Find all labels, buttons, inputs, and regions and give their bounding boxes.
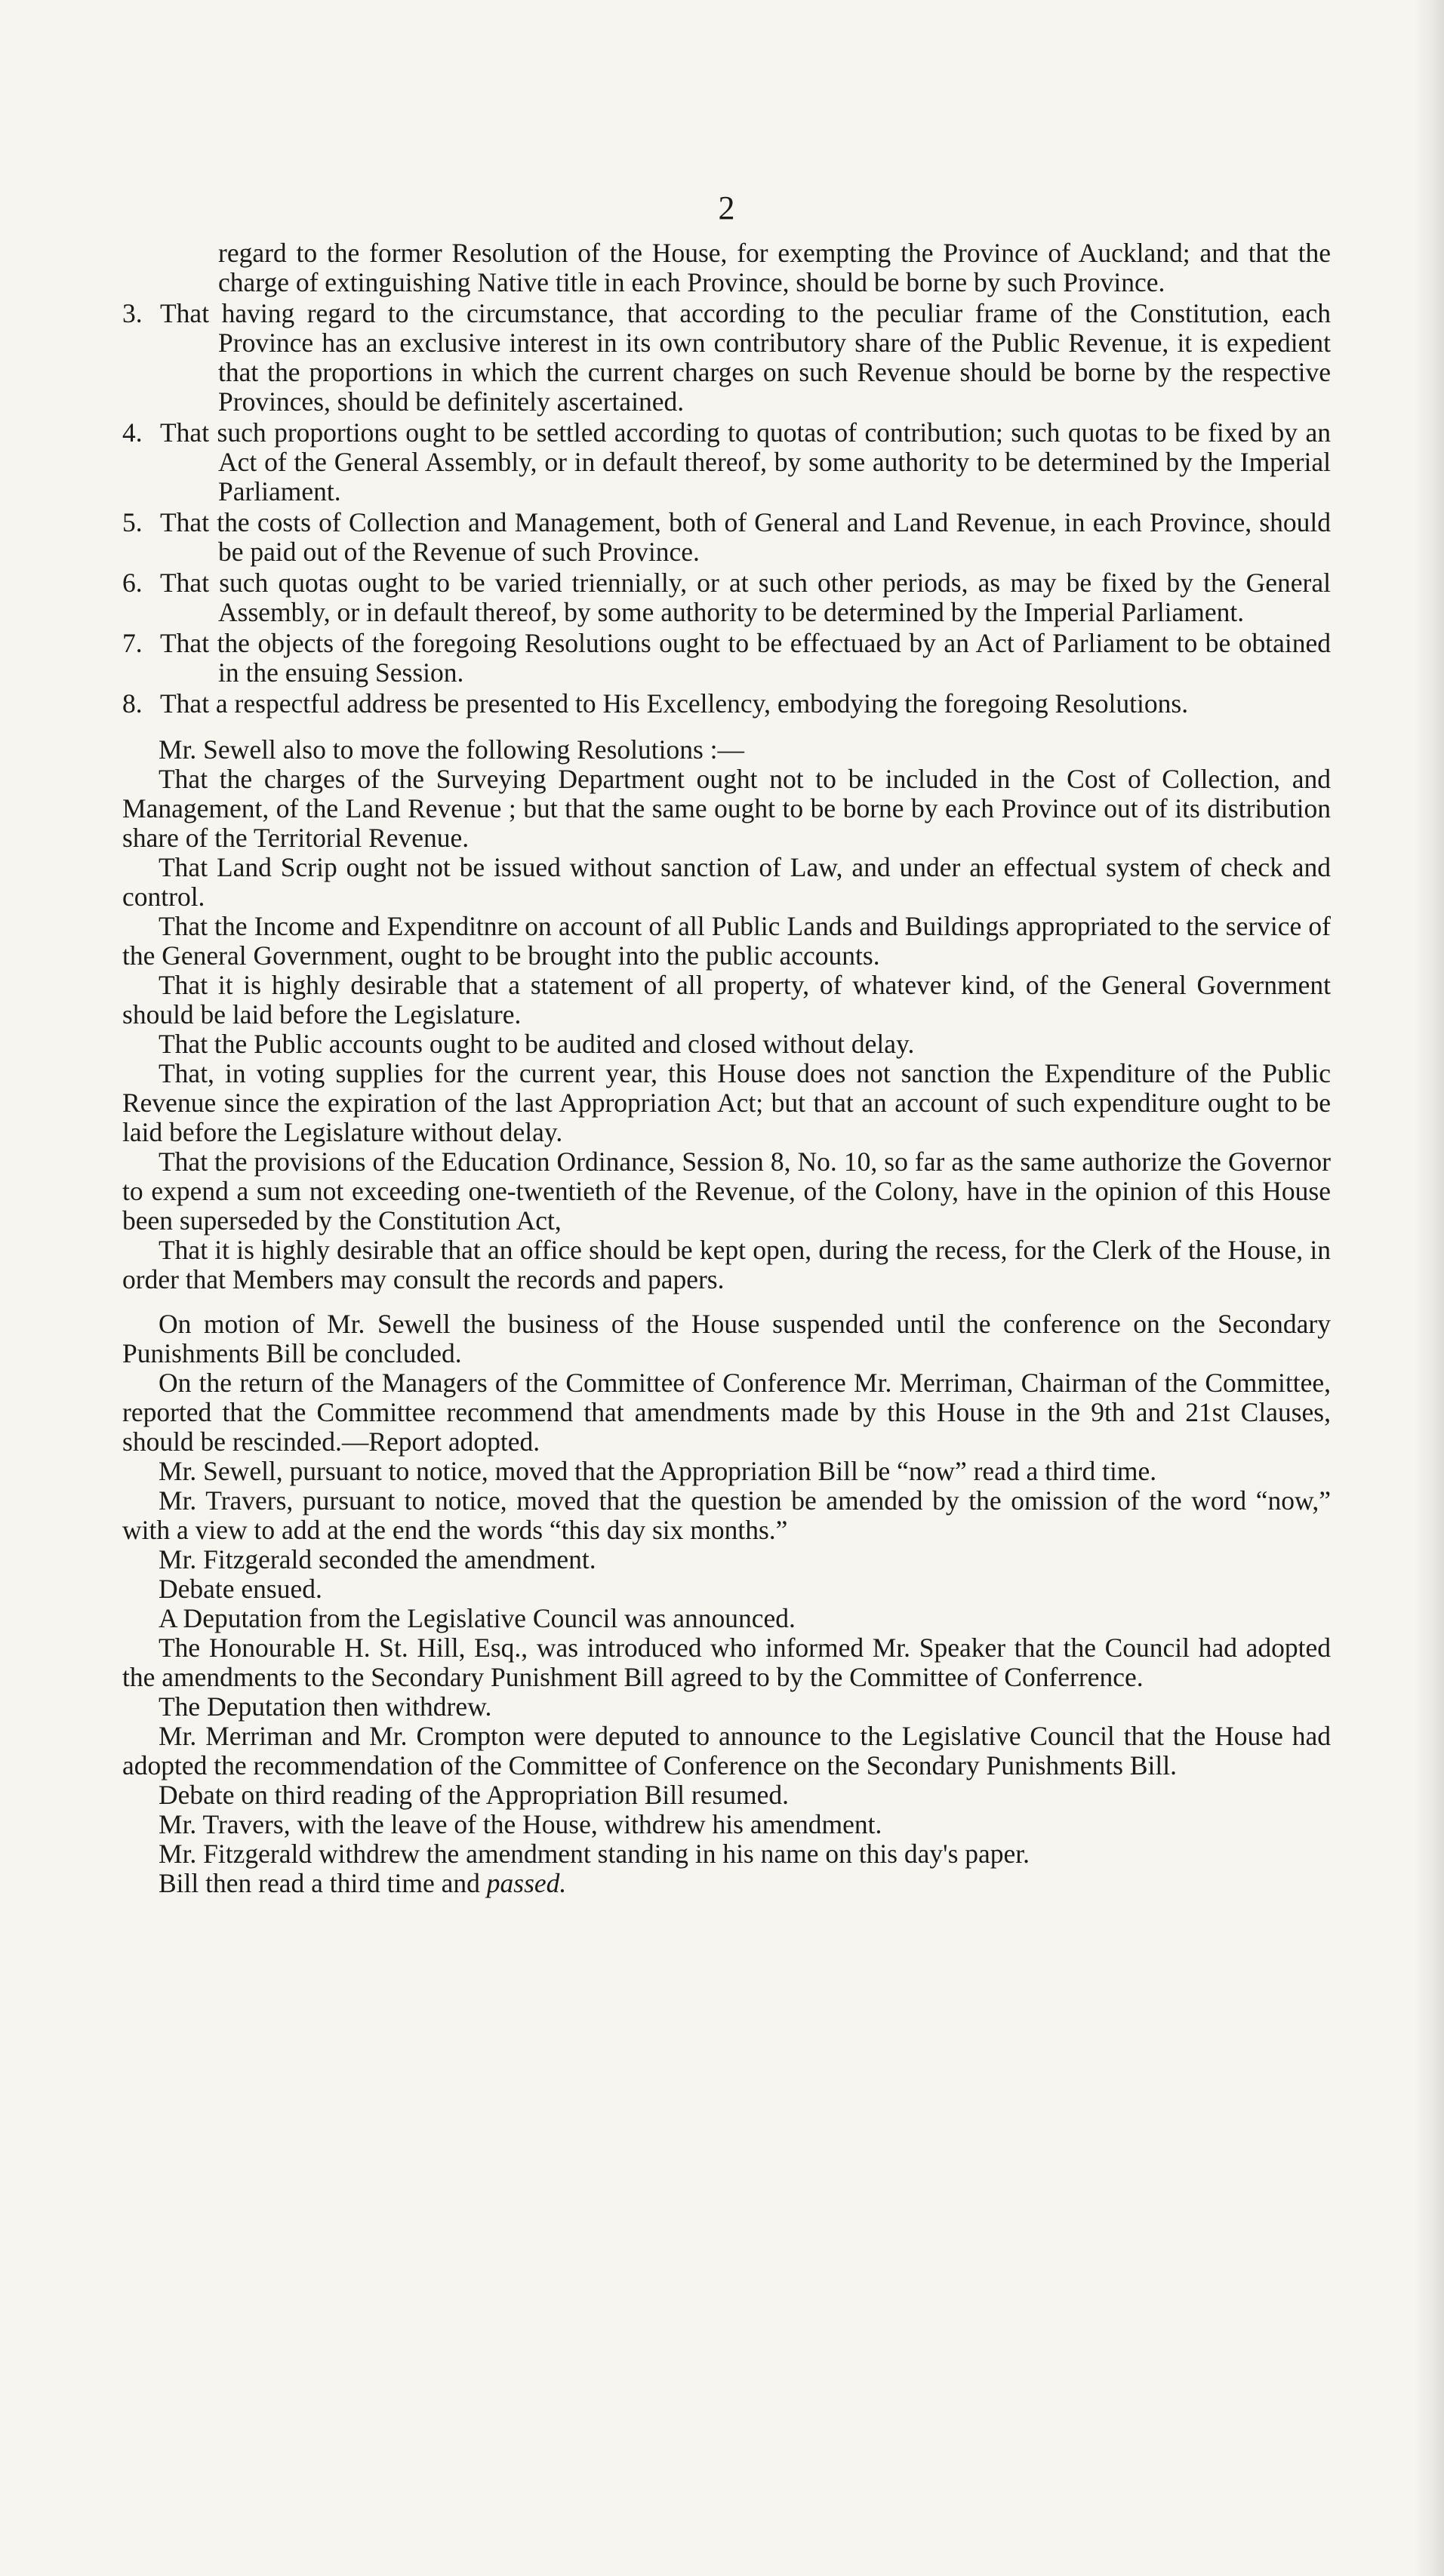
resolution-7: 7. That the objects of the foregoing Resolutions ought to be effectuaed by an Act of Parliament to be obtained in the ensuing Session. [122, 628, 1331, 688]
page-edge-shadow [1414, 0, 1444, 2576]
sewell-resolution: That, in voting supplies for the current year, this House does not sanction the Expenditure of the Public Revenue since the expiration of the last Appropriation Act; but that an account of such expenditure ought to be laid before the Legislature without delay. [122, 1058, 1331, 1147]
proceeding-entry: A Deputation from the Legislative Council was announced. [159, 1603, 796, 1633]
sewell-resolution: That the provisions of the Education Ordinance, Session 8, No. 10, so far as the same authorize the Governor to expend a sum not exceeding one-twentieth of the Revenue, of the Colony, have in the opinion of this House been superseded by the Constitution Act, [122, 1146, 1331, 1236]
proceeding-entry: Mr. Fitzgerald withdrew the amendment standing in his name on this day's paper. [159, 1839, 1030, 1869]
proceeding-entry: Debate ensued. [159, 1574, 322, 1604]
document-body [122, 239, 1331, 1898]
proceeding-entry: On motion of Mr. Sewell the business of the House suspended until the conference on the Secondary Punishments Bill be concluded. [122, 1309, 1331, 1368]
sewell-heading: Mr. Sewell also to move the following Resolutions :— [159, 734, 745, 765]
resolution-3: 3. That having regard to the circumstance, that according to the peculiar frame of the Constitution, each Province has an exclusive interest in its own contributory share of the Public Revenue, it is expedient that the proportions in which the current charges on such Revenue should be borne by the respective Provinces, should be definitely ascertained. [122, 298, 1331, 417]
sewell-resolution: That it is highly desirable that a statement of all property, of whatever kind, of the General Government should be laid before the Legislature. [122, 970, 1331, 1029]
resolution-4: 4. That such proportions ought to be settled according to quotas of contribution; such quotas to be fixed by an Act of the General Assembly, or in default thereof, by some authority to be determined by the Imperial Parliament. [122, 417, 1331, 506]
proceeding-entry: Mr. Sewell, pursuant to notice, moved that the Appropriation Bill be “now” read a third time. [159, 1456, 1157, 1486]
passed-emphasis: passed. [486, 1868, 567, 1898]
page-number: 2 [718, 189, 735, 226]
resolution-6: 6. That such quotas ought to be varied triennially, or at such other periods, as may be fixed by the General Assembly, or in default thereof, by some authority to be determined by the Imperial Parliament. [122, 568, 1331, 627]
sewell-resolution-list [122, 765, 1331, 1294]
sewell-resolution: That the charges of the Surveying Department ought not to be included in the Cost of Collection, and Management, of the Land Revenue ; but that the same ought to be borne by each Province out of its distribution share of the Territorial Revenue. [122, 764, 1331, 853]
proceeding-entry: Mr. Travers, with the leave of the House, withdrew his amendment. [159, 1809, 882, 1839]
sewell-resolution: That the Income and Expenditnre on account of all Public Lands and Buildings appropriated to the service of the General Government, ought to be brought into the public accounts. [122, 911, 1331, 971]
resolution-5: 5. That the costs of Collection and Management, both of General and Land Revenue, in each Province, should be paid out of the Revenue of such Province. [122, 507, 1331, 567]
proceeding-entry: Mr. Travers, pursuant to notice, moved that the question be amended by the omission of the word “now,” with a view to add at the end the words “this day six months.” [122, 1485, 1331, 1545]
resolution-8: 8. That a respectful address be presented to His Excellency, embodying the foregoing Resolutions. [122, 688, 1189, 719]
proceeding-entry: Mr. Merriman and Mr. Crompton were deputed to announce to the Legislative Council that the House had adopted the recommendation of the Committee of Conference on the Secondary Punishments Bill. [122, 1721, 1331, 1780]
sewell-resolution: That it is highly desirable that an office should be kept open, during the recess, for the Clerk of the House, in order that Members may consult the records and papers. [122, 1235, 1331, 1294]
proceeding-entry: Debate on third reading of the Appropriation Bill resumed. [159, 1780, 790, 1810]
proceeding-entry: Mr. Fitzgerald seconded the amendment. [159, 1544, 596, 1574]
proceeding-entry: The Honourable H. St. Hill, Esq., was introduced who informed Mr. Speaker that the Council had adopted the amendments to the Secondary Punishment Bill agreed to by the Committee of Conferrence. [122, 1633, 1331, 1692]
resolution-list [122, 299, 1331, 719]
sewell-resolution: That the Public accounts ought to be audited and closed without delay. [159, 1029, 915, 1059]
proceeding-entry: The Deputation then withdrew. [159, 1691, 492, 1722]
proceeding-entry: On the return of the Managers of the Committee of Conference Mr. Merriman, Chairman of the Committee, reported that the Committee recommend that amendments made by this House in the 9th and 21st Clauses, should be rescinded.—Report adopted. [122, 1368, 1331, 1457]
section-gap [122, 720, 1331, 735]
section-gap [122, 1294, 1331, 1310]
sewell-resolution: That Land Scrip ought not be issued without sanction of Law, and under an effectual system of check and control. [122, 852, 1331, 912]
resolution-continuation: regard to the former Resolution of the House, for exempting the Province of Auckland; and that the charge of extinguishing Native title in each Province, should be borne by such Province. [218, 238, 1331, 297]
final-proceeding: Bill then read a third time and passed. [159, 1868, 567, 1898]
proceedings [122, 1310, 1331, 1898]
